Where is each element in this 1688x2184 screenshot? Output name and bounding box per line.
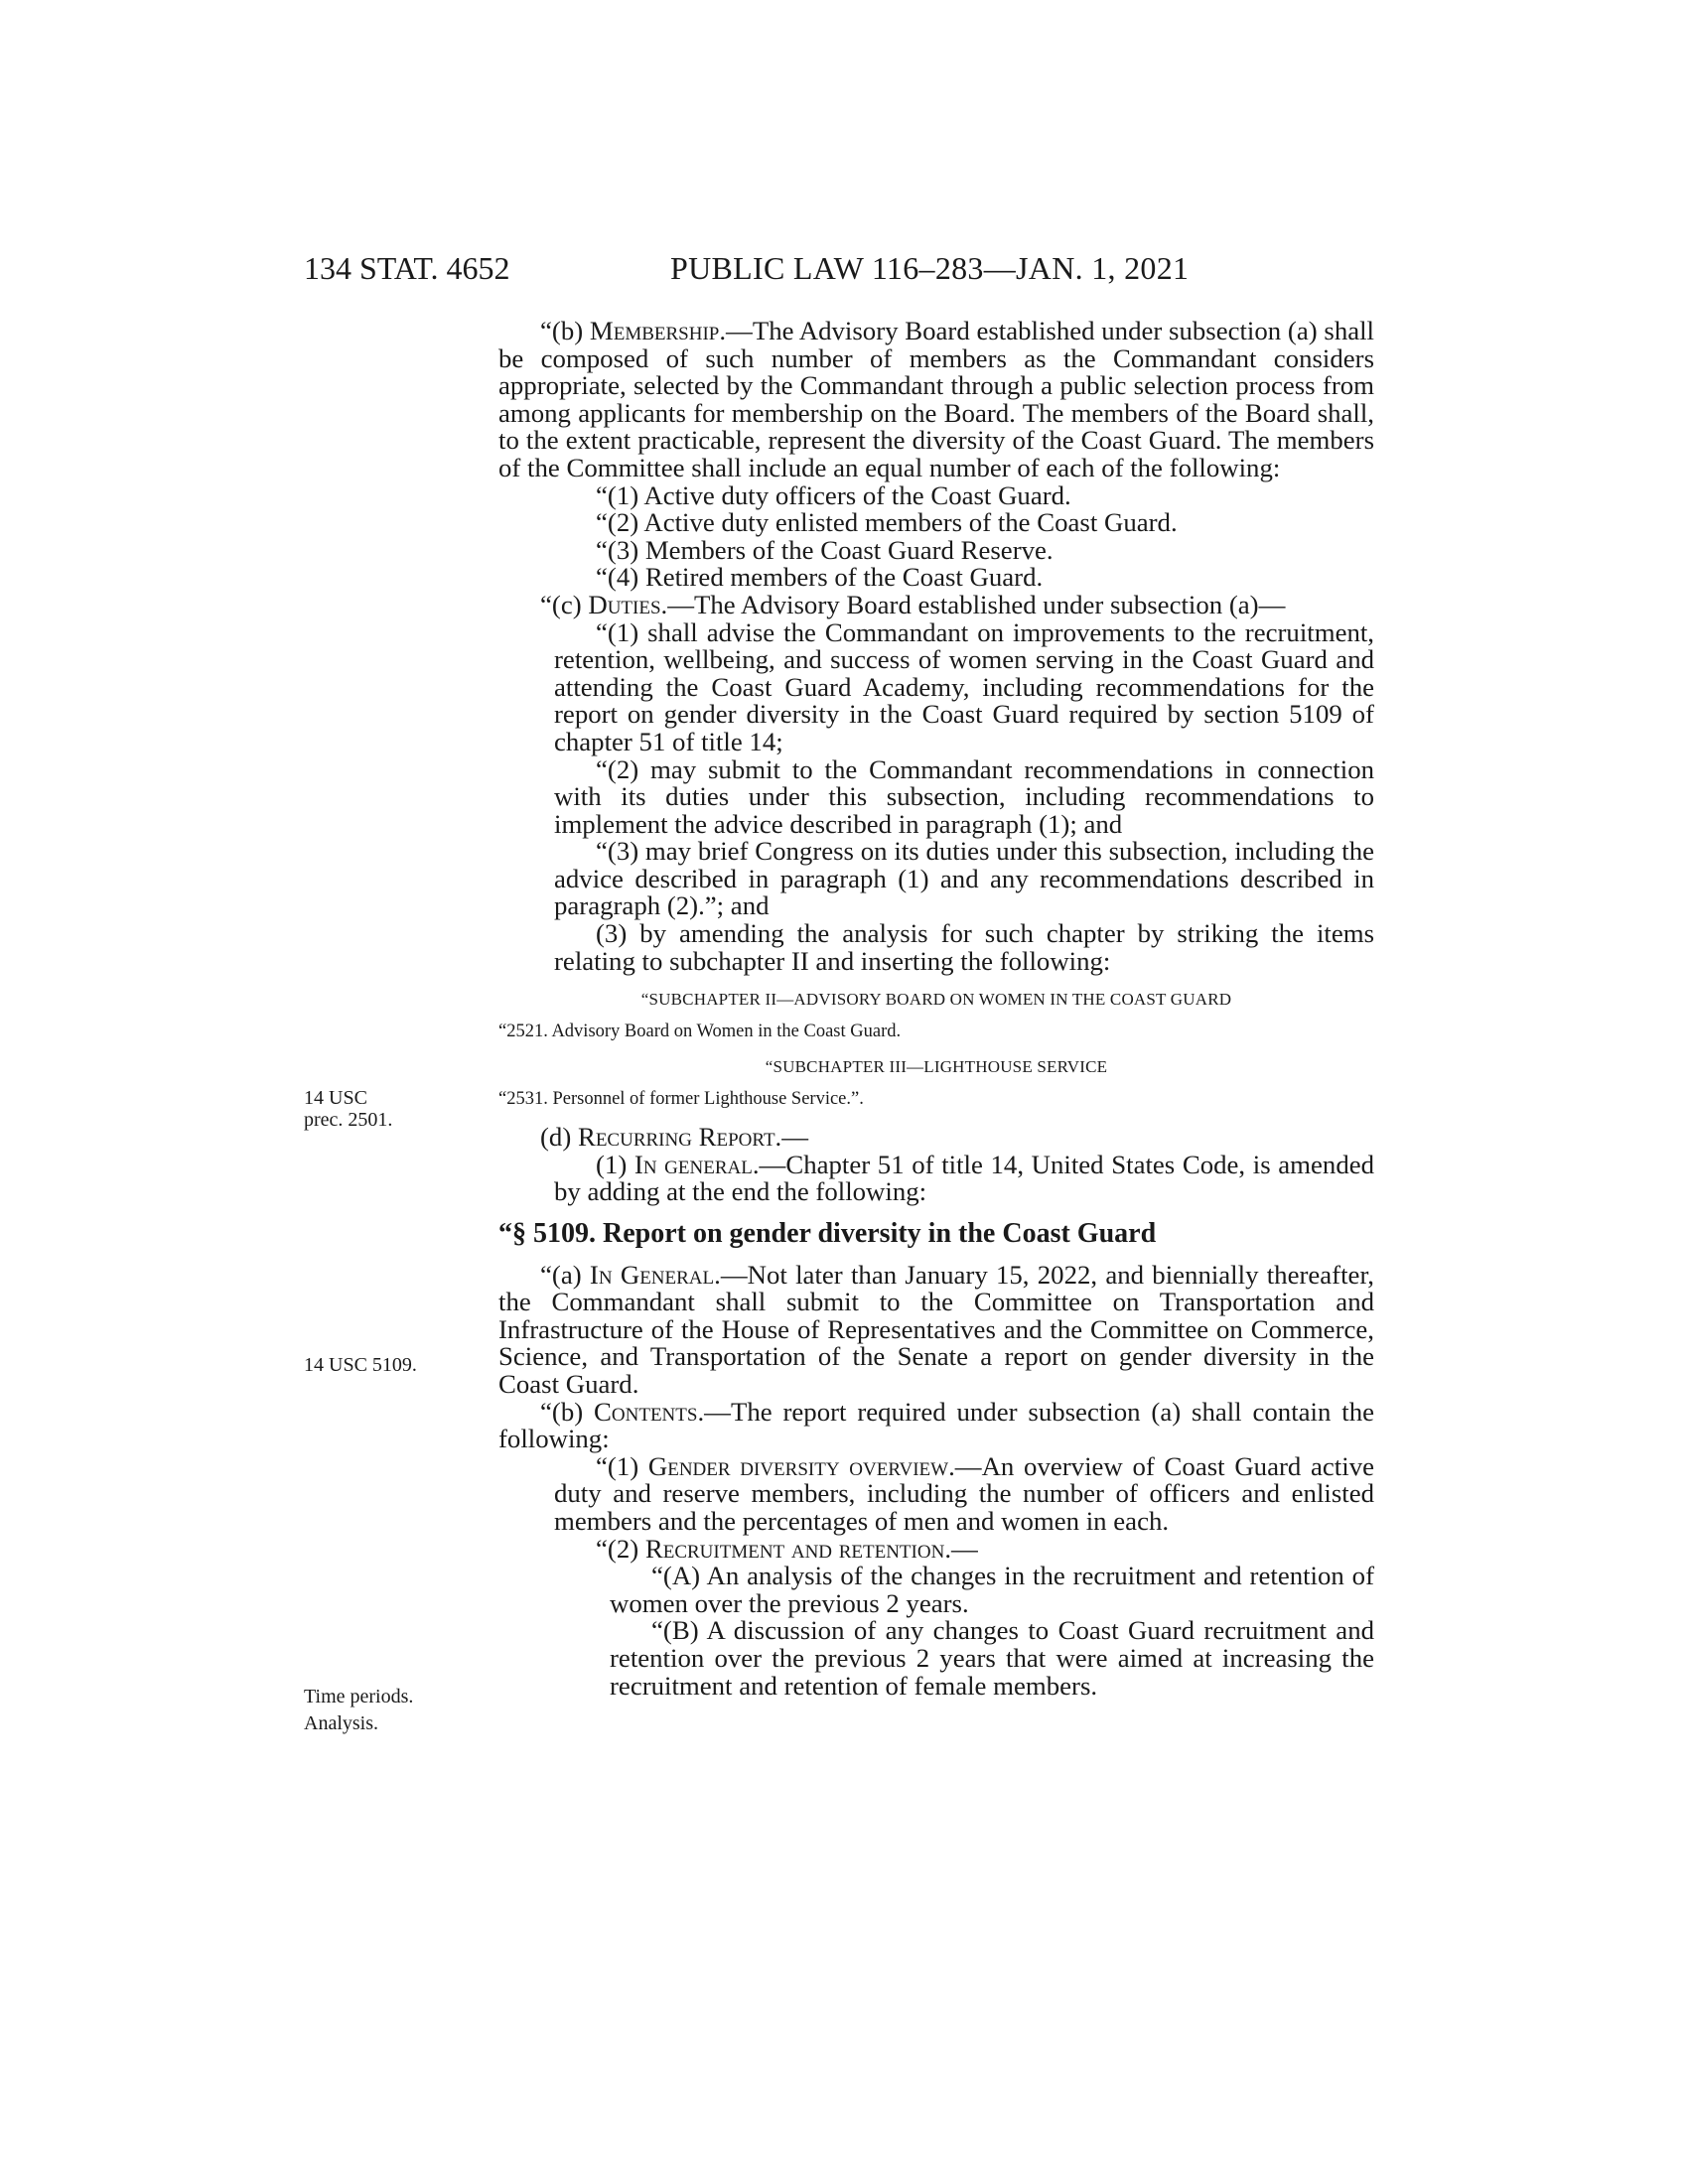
section-5109-subsection-a: “(a) In General.—Not later than January 15, 2022, and biennially thereafter, the Commandant shall submit to the Committee on Transportation and Infrastructure of the House of Representatives and the Committee on Commerce, Science, and Transportation of the Senate a report on gender diversity in the Coast Guard. (498, 1259, 1374, 1399)
duties-item-1: “(1) shall advise the Commandant on improvements to the recruitment, retention, wellbeing, and success of women serving in the Coast Guard and attending the Coast Guard Academy, including recommendations for the report on gender diversity in the Coast Guard required by section 5109 of chapter 51 of title 14; (554, 616, 1374, 756)
membership-item-1: “(1) Active duty officers of the Coast Guard. (596, 479, 1071, 510)
margin-note-analysis: Analysis. (304, 1712, 378, 1734)
section-5109-heading: “§ 5109. Report on gender diversity in the Coast Guard (498, 1218, 1157, 1250)
paragraph-3-amending-analysis: (3) by amending the analysis for such chapter by striking the items relating to subchapter II and inserting the following: (554, 918, 1374, 976)
analysis-item-2521: “2521. Advisory Board on Women in the Coast Guard. (498, 1022, 902, 1042)
duties-item-3: “(3) may brief Congress on its duties under this subsection, including the advice described in paragraph (1) and any recommendations described in paragraph (2).”; and (554, 836, 1374, 921)
document-body (498, 318, 1374, 1700)
subsection-d-recurring-report: (d) Recurring Report.— (540, 1122, 809, 1153)
contents-item-2: “(2) Recruitment and retention.— (596, 1533, 978, 1564)
analysis-subchapter-3: “SUBCHAPTER III—LIGHTHOUSE SERVICE (765, 1057, 1108, 1077)
duties-item-2: “(2) may submit to the Commandant recommendations in connection with its duties under this subsection, including recommendations to implement the advice described in paragraph (1); and (554, 753, 1374, 839)
running-title: PUBLIC LAW 116–283—JAN. 1, 2021 (670, 250, 1190, 286)
subsection-c-duties: “(c) Duties.—The Advisory Board established under subsection (a)— (540, 589, 1286, 619)
margin-note-time-periods: Time periods. (304, 1686, 414, 1707)
stat-page-number: 134 STAT. 4652 (304, 250, 510, 286)
analysis-subchapter-2: “SUBCHAPTER II—ADVISORY BOARD ON WOMEN IN THE COAST GUARD (640, 990, 1232, 1010)
contents-item-1: “(1) Gender diversity overview.—An overview of Coast Guard active duty and reserve members, including the number of officers and enlisted members and the percentages of men and women in each. (554, 1450, 1374, 1536)
contents-item-2A: “(A) An analysis of the changes in the recruitment and retention of women over the previous 2 years. (610, 1561, 1374, 1618)
margin-note-usc-5109: 14 USC 5109. (304, 1354, 417, 1376)
margin-note-line: 14 USC (304, 1087, 367, 1109)
contents-item-2B: “(B) A discussion of any changes to Coast Guard recruitment and retention over the previous 2 years that were aimed at increasing the recruitment and retention of female members. (610, 1615, 1374, 1701)
membership-item-4: “(4) Retired members of the Coast Guard. (596, 562, 1044, 593)
subsection-b-membership: “(b) Membership.—The Advisory Board established under subsection (a) shall be composed of such number of members as the Commandant considers appropriate, selected by the Commandant through a public selection process from among applicants for membership on the Board. The members of the Board shall, to the extent practicable, represent the diversity of the Coast Guard. The members of the Committee shall include an equal number of each of the following: (498, 316, 1374, 482)
margin-note-usc-prec (304, 1087, 392, 1131)
membership-item-2: “(2) Active duty enlisted members of the Coast Guard. (596, 507, 1178, 538)
page-header (0, 250, 1688, 290)
analysis-item-2531: “2531. Personnel of former Lighthouse Service.”. (498, 1089, 864, 1110)
recurring-report-item-1: (1) In general.—Chapter 51 of title 14, United States Code, is amended by adding at the end the following: (554, 1149, 1375, 1207)
margin-note-line: prec. 2501. (304, 1109, 393, 1131)
membership-item-3: “(3) Members of the Coast Guard Reserve. (596, 534, 1054, 565)
section-5109-subsection-b: “(b) Contents.—The report required under subsection (a) shall contain the following: (498, 1396, 1374, 1454)
